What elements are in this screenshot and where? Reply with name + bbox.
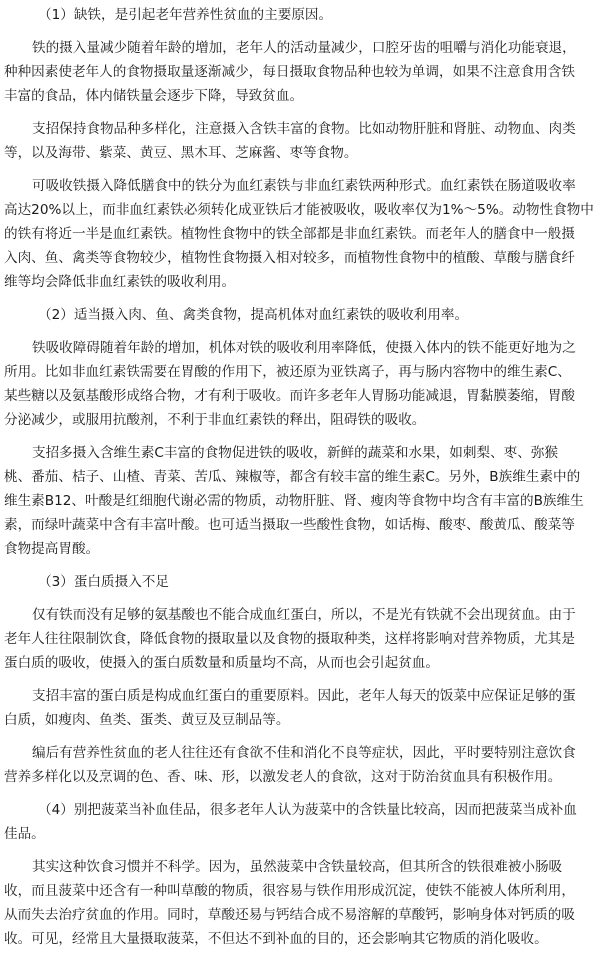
text-line: 支招多摄入含维生素C丰富的食物促进铁的吸收，新鲜的蔬菜和水果，如刺梨、枣、弥猴 [32, 445, 559, 461]
text-line: 支招丰富的蛋白质是构成血红蛋白的重要原料。因此，老年人每天的饭菜中应保证足够的蛋 [32, 688, 576, 704]
text-line: 入肉、鱼、禽类等食物较少，植物性食物摄入相对较多，而植物性食物中的植酸、草酸与膳食纤 [4, 250, 575, 266]
paragraph-tip-protein [4, 684, 598, 732]
text-line: 丰富的食品，体内储铁量会逐步下降，导致贫血。 [4, 88, 304, 104]
section-heading-4 [4, 798, 598, 846]
text-line: （3）蛋白质摄入不足 [38, 574, 169, 590]
text-line: 白质，如瘦肉、鱼类、蛋类、黄豆及豆制品等。 [4, 712, 290, 728]
text-line: 蛋白质的吸收，使摄入的蛋白质数量和质量均不高，从而也会引起贫血。 [4, 655, 439, 671]
paragraph-tip-food-variety [4, 117, 598, 165]
text-line: 佳品。 [4, 826, 45, 842]
text-line: 种种因素使老年人的食物摄取量逐渐减少，每日摄取食物品种也较为单调，如果不注意食用含铁 [4, 64, 575, 80]
text-line: 分泌减少，或服用抗酸剂，不利于非血红素铁的释出，阻碍铁的吸收。 [4, 412, 426, 428]
paragraph-protein-deficiency [4, 603, 598, 675]
section-heading-2 [4, 303, 598, 327]
text-line: 食物提高胃酸。 [4, 541, 100, 557]
text-line: 支招保持食物品种多样化，注意摄入含铁丰富的食物。比如动物肝脏和肾脏、动物血、肉类 [32, 121, 576, 137]
text-line: 桃、番茄、桔子、山楂、青菜、苦瓜、辣椒等，都含有较丰富的维生素C。另外，B族维生素中的 [4, 469, 581, 485]
text-line: 可吸收铁摄入降低膳食中的铁分为血红素铁与非血红素铁两种形式。血红素铁在肠道吸收率 [32, 178, 576, 194]
paragraph-absorbable-iron [4, 174, 598, 294]
paragraph-absorption-barrier [4, 336, 598, 432]
text-line: 所用。比如非血红素铁需要在胃酸的作用下，被还原为亚铁离子，再与肠内容物中的维生素C、 [4, 364, 571, 380]
text-line: 高达20%以上，而非血红素铁必须转化成亚铁后才能被吸收，吸收率仅为1%～5%。动物性食物中 [4, 202, 594, 218]
text-line: 铁的摄入量减少随着年龄的增加，老年人的活动量减少，口腔牙齿的咀嚼与消化功能衰退， [32, 40, 576, 56]
text-line: 编后有营养性贫血的老人往往还有食欲不佳和消化不良等症状，因此，平时要特别注意饮食 [32, 745, 576, 761]
text-line: 维生素B12、叶酸是红细胞代谢必需的物质，动物肝脏、肾、瘦肉等食物中均含有丰富的B族维生 [4, 493, 584, 509]
paragraph-editor-note [4, 741, 598, 789]
text-line: （2）适当摄入肉、鱼、禽类食物，提高机体对血红素铁的吸收利用率。 [38, 307, 469, 323]
text-line: 老年人往往限制饮食，降低食物的摄取量以及食物的摄取种类，这样将影响对营养物质，尤其是 [4, 631, 575, 647]
text-line: 收，而且菠菜中还含有一种叫草酸的物质，很容易与铁作用形成沉淀，使铁不能被人体所利用， [4, 883, 575, 899]
text-line: 等，以及海带、紫菜、黄豆、黑木耳、芝麻酱、枣等食物。 [4, 145, 358, 161]
text-line: 仅有铁而没有足够的氨基酸也不能合成血红蛋白，所以，不是光有铁就不会出现贫血。由于 [32, 607, 576, 623]
text-line: 营养多样化以及烹调的色、香、味、形，以激发老人的食欲，这对于防治贫血具有积极作用。 [4, 769, 562, 785]
text-line: 收。可见，经常且大量摄取菠菜，不但达不到补血的目的，还会影响其它物质的消化吸收。 [4, 931, 548, 947]
text-line: （1）缺铁，是引起老年营养性贫血的主要原因。 [38, 7, 333, 23]
text-line: 的铁有将近一半是血红素铁。植物性食物中的铁全部都是非血红素铁。而老年人的膳食中一般摄 [4, 226, 575, 242]
text-line: （4）别把菠菜当补血佳品，很多老年人认为菠菜中的含铁量比较高，因而把菠菜当成补血 [38, 802, 577, 818]
text-line: 从而失去治疗贫血的作用。同时，草酸还易与钙结合成不易溶解的草酸钙，影响身体对钙质的吸 [4, 907, 575, 923]
text-line: 铁吸收障碍随着年龄的增加，机体对铁的吸收利用率降低，使摄入体内的铁不能更好地为之 [32, 340, 576, 356]
text-line: 某些糖以及氨基酸形成络合物，才有利于吸收。而许多老年人胃肠功能减退，胃黏膜萎缩，胃酸 [4, 388, 575, 404]
section-heading-1 [4, 3, 598, 27]
text-line: 维等均会降低非血红素铁的吸收利用。 [4, 274, 236, 290]
paragraph-iron-intake [4, 36, 598, 108]
text-line: 其实这种饮食习惯并不科学。因为，虽然菠菜中含铁量较高，但其所含的铁很难被小肠吸 [32, 859, 563, 875]
text-line: 素，而绿叶蔬菜中含有丰富叶酸。也可适当摄取一些酸性食物，如话梅、酸枣、酸黄瓜、酸菜等 [4, 517, 575, 533]
section-heading-3 [4, 570, 598, 594]
paragraph-tip-vitamin-c [4, 441, 598, 561]
paragraph-spinach-explanation [4, 855, 598, 951]
